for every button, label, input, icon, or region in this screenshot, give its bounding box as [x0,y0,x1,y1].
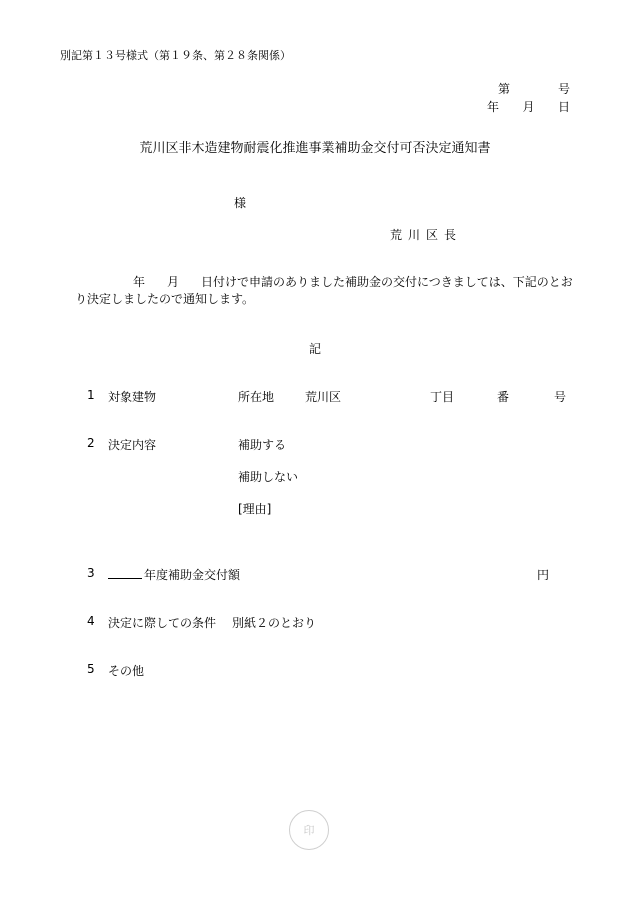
addressee-suffix: 様 [234,196,247,210]
document-number-line [498,80,570,97]
item-1-label: 対象建物 [108,390,157,404]
number-dai: 第 [498,82,511,96]
sender-name: 荒川区長 [390,228,463,242]
item-1-ban: 番 [497,390,510,404]
item-2-option-grant: 補助する [238,438,287,452]
item-1-location-label: 所在地 [238,390,275,404]
item-4-label: 決定に際しての条件 [108,616,217,630]
fiscal-year-blank [108,568,142,579]
body-month: 月 [167,275,180,289]
item-5-label: その他 [108,664,145,678]
item-2-number: 2 [87,436,95,450]
item-1-number: 1 [87,388,95,402]
item-4-value: 別紙２のとおり [232,616,317,630]
document-date-line [487,98,570,115]
number-go: 号 [557,82,570,96]
form-note: 別記第１３号様式（第１９条、第２８条関係） [60,49,291,62]
item-2-option-deny: 補助しない [238,470,299,484]
ki-heading: 記 [308,342,321,356]
item-3-unit: 円 [537,568,550,582]
date-day: 日 [557,100,570,114]
seal-stamp: 印 [289,810,329,850]
item-3-label-group [108,566,240,583]
item-1-ward: 荒川区 [305,390,342,404]
document-title: 荒川区非木造建物耐震化推進事業補助金交付可否決定通知書 [139,141,491,156]
item-1-go: 号 [554,390,567,404]
body-text: 日付けで申請のありました補助金の交付につきましては、下記のとおり決定しましたので通知します。 [75,275,573,306]
item-3-number: 3 [87,566,95,580]
date-year: 年 [487,100,500,114]
body-paragraph [75,274,575,308]
item-1-chome: 丁目 [430,390,455,404]
item-2-label: 決定内容 [108,438,157,452]
item-2-reason: [理由] [238,502,272,516]
item-5-number: 5 [87,662,95,676]
item-3-label: 年度補助金交付額 [144,568,241,582]
date-month: 月 [522,100,535,114]
item-4-number: 4 [87,614,95,628]
body-year: 年 [133,275,146,289]
